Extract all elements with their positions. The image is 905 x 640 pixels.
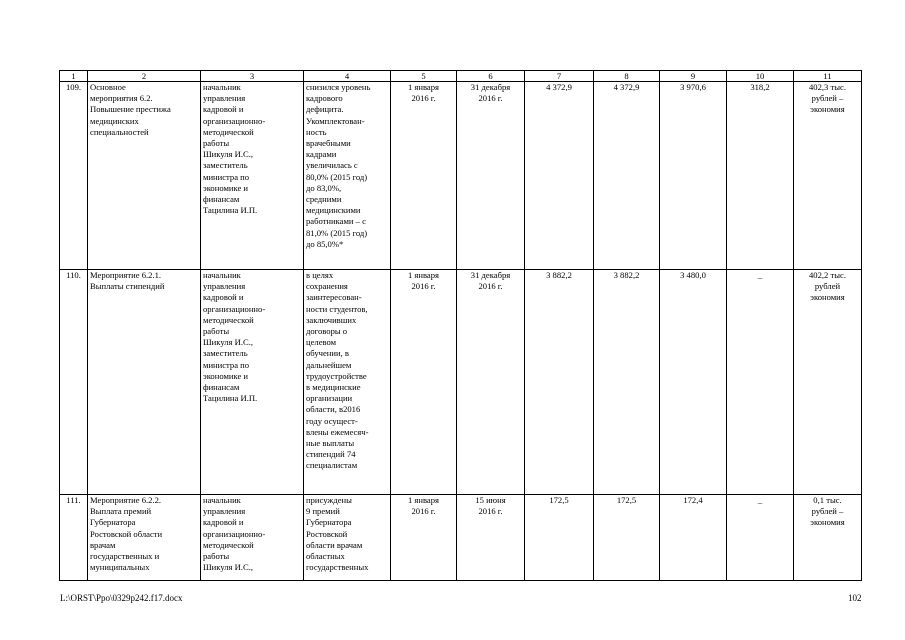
activity-name: Основное мероприятия 6.2. Повышение престижа медицинских специальностей [88, 82, 201, 270]
value-col11: 0,1 тыс. рублей – экономия [794, 495, 862, 581]
table-row [60, 495, 862, 581]
value-col8: 3 882,2 [594, 270, 660, 495]
row-number: 109. [60, 82, 88, 270]
col-header: 2 [88, 71, 201, 82]
row-number: 110. [60, 270, 88, 495]
value-col7: 3 882,2 [525, 270, 594, 495]
value-col7: 4 372,9 [525, 82, 594, 270]
row-number: 111. [60, 495, 88, 581]
col-header: 6 [457, 71, 525, 82]
col-header: 3 [201, 71, 304, 82]
value-col7: 172,5 [525, 495, 594, 581]
col-header: 1 [60, 71, 88, 82]
report-table [59, 70, 862, 581]
col-header: 10 [727, 71, 794, 82]
col-header: 9 [660, 71, 727, 82]
start-date: 1 января 2016 г. [391, 82, 457, 270]
end-date: 31 декабря 2016 г. [457, 82, 525, 270]
value-col8: 172,5 [594, 495, 660, 581]
value-col9: 3 970,6 [660, 82, 727, 270]
col-header: 8 [594, 71, 660, 82]
activity-name: Мероприятие 6.2.2. Выплата премий Губернатора Ростовской области врачам государственных и муниципальных [88, 495, 201, 581]
start-date: 1 января 2016 г. [391, 270, 457, 495]
result: снизился уровень кадрового дефицита. Укомплектован- ность врачебными кадрами увеличилась с 80,0% (2015 год) до 83,0%, средними медицинскими работниками – с 81,0% (2015 год) до 85,0%* [304, 82, 391, 270]
col-header: 11 [794, 71, 862, 82]
end-date: 15 июня 2016 г. [457, 495, 525, 581]
col-header: 7 [525, 71, 594, 82]
responsible: начальник управления кадровой и организационно- методической работы Шикуля И.С., [201, 495, 304, 581]
col-header: 5 [391, 71, 457, 82]
file-path: L:\ORST\Ppo\0329p242.f17.docx [60, 593, 183, 603]
value-col9: 3 480,0 [660, 270, 727, 495]
responsible: начальник управления кадровой и организационно- методической работы Шикуля И.С., заместитель министра по экономике и финансам Тацилина И.П. [201, 270, 304, 495]
start-date: 1 января 2016 г. [391, 495, 457, 581]
result: присуждены 9 премий Губернатора Ростовской области врачам областных государственных [304, 495, 391, 581]
result: в целях сохранения заинтересован- ности студентов, заключивших договоры о целевом обучении, в дальнейшем трудоустройстве в медицинские организации области, в2016 году осущест- влены ежемесяч- ные выплаты стипендий 74 специалистам [304, 270, 391, 495]
end-date: 31 декабря 2016 г. [457, 270, 525, 495]
value-col10: 318,2 [727, 82, 794, 270]
activity-name: Мероприятие 6.2.1. Выплаты стипендий [88, 270, 201, 495]
page-number: 102 [848, 593, 862, 603]
value-col11: 402,2 тыс. рублей экономия [794, 270, 862, 495]
value-col10: _ [727, 495, 794, 581]
value-col10: _ [727, 270, 794, 495]
value-col11: 402,3 тыс. рублей – экономия [794, 82, 862, 270]
table-row [60, 82, 862, 270]
col-header: 4 [304, 71, 391, 82]
value-col8: 4 372,9 [594, 82, 660, 270]
table-row [60, 270, 862, 495]
responsible: начальник управления кадровой и организационно- методической работы Шикуля И.С., заместитель министра по экономике и финансам Тацилина И.П. [201, 82, 304, 270]
header-row [60, 71, 862, 82]
value-col9: 172,4 [660, 495, 727, 581]
